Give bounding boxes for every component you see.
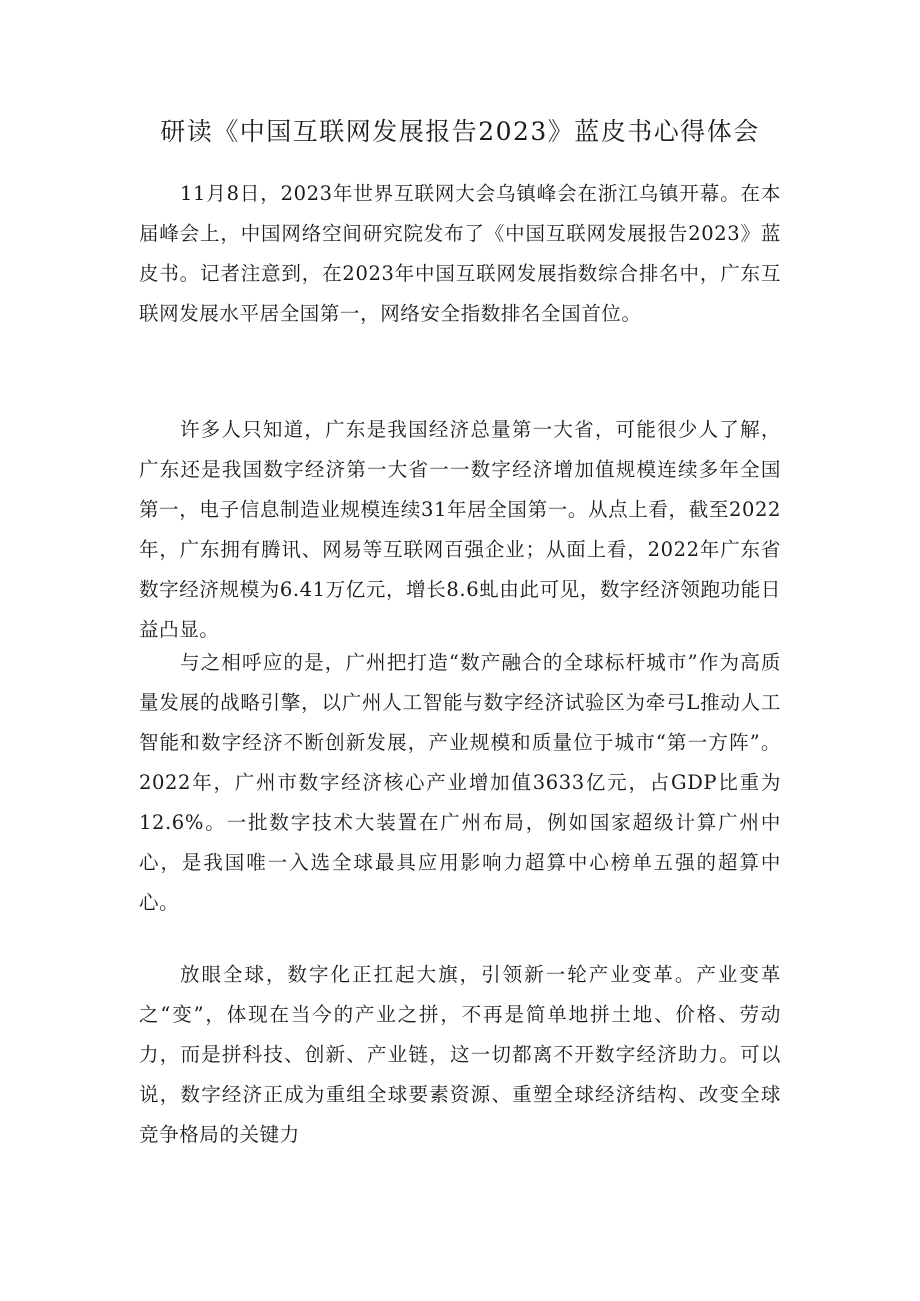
paragraph-3: 与之相呼应的是，广州把打造“数产融合的全球标杆城市”作为高质量发展的战略引擎，以广州人工智能与数字经济试验区为牵弓L推动人工智能和数字经济不断创新发展，产业规模和质量位于城市“第一方阵”。2022年，广州市数字经济核心产业增加值3633亿元，占GDP比重为12.6%。一批数字技术大装置在广州布局，例如国家超级计算广州中心，是我国唯一入选全球最具应用影响力超算中心榜单五强的超算中心。: [139, 651, 781, 914]
paragraph-2: 许多人只知道，广东是我国经济总量第一大省，可能很少人了解，广东还是我国数字经济第一大省一一数字经济增加值规模连续多年全国第一，电子信息制造业规模连续31年居全国第一。从点上看，截至2022年，广东拥有腾讯、网易等互联网百强企业；从面上看，2022年广东省数字经济规模为6.41万亿元，增长8.6虬由此可见，数字经济领跑功能日益凸显。: [139, 418, 781, 641]
paragraph-1: 11月8日，2023年世界互联网大会乌镇峰会在浙江乌镇开幕。在本届峰会上，中国网络空间研究院发布了《中国互联网发展报告2023》蓝皮书。记者注意到，在2023年中国互联网发展指数综合排名中，广东互联网发展水平居全国第一，网络安全指数排名全国首位。: [139, 182, 781, 325]
document-title: 研读《中国互联网发展报告2023》蓝皮书心得体会: [160, 117, 760, 146]
paragraph-4: 放眼全球，数字化正扛起大旗，引领新一轮产业变革。产业变革之“变”，体现在当今的产业之拼，不再是简单地拼土地、价格、劳动力，而是拼科技、创新、产业链，这一切都离不开数字经济助力。可以说，数字经济正成为重组全球要素资源、重塑全球经济结构、改变全球竞争格局的关键力: [139, 963, 781, 1146]
